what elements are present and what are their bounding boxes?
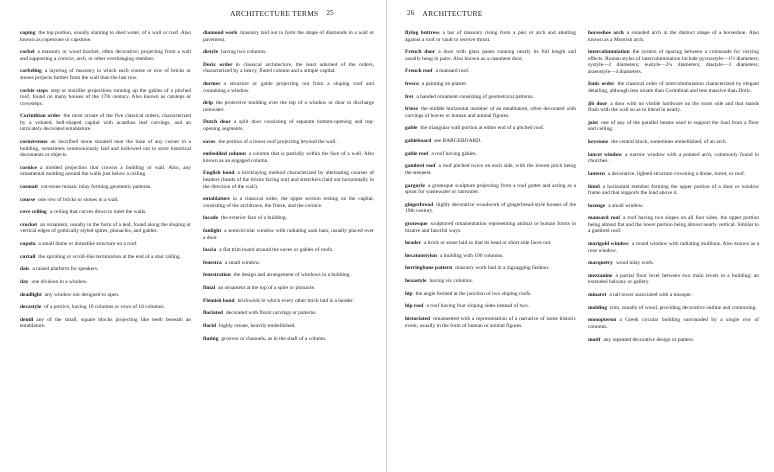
glossary-entry — [405, 265, 576, 272]
entry-term: eaves — [203, 138, 216, 145]
entry-definition: having six columns. — [429, 278, 474, 285]
entry-term: lozenge — [588, 202, 606, 209]
glossary-entry — [588, 81, 759, 94]
glossary-entry — [203, 119, 374, 132]
glossary-entry — [588, 337, 759, 344]
glossary-entry — [405, 68, 576, 75]
entry-term: gambrel roof — [405, 163, 436, 170]
entry-definition: cut-stone mosaic inlay forming geometric patterns. — [40, 183, 152, 190]
entry-term: Flemish bond — [203, 297, 235, 304]
entry-definition: a semicircular window with radiating sash bars, usually placed over a door. — [203, 227, 374, 241]
glossary-entry — [203, 139, 374, 146]
entry-definition: the spiraling or scroll-like termination at the end of a stair railing. — [38, 253, 181, 260]
entry-term: monopteron — [588, 317, 617, 324]
glossary-entry — [588, 152, 759, 165]
entry-term: gingerbread — [405, 201, 434, 208]
glossary-entry — [405, 94, 576, 101]
entry-term: corbie steps — [20, 87, 48, 94]
left-page-columns — [20, 30, 378, 348]
entry-definition: having two columns. — [221, 49, 267, 56]
entry-definition: brickwork in which every other brick laid is a header. — [237, 297, 354, 304]
entry-term: intercolumniation — [588, 49, 630, 56]
glossary-entry — [588, 49, 759, 75]
glossary-entry — [203, 272, 374, 279]
entry-definition: a grotesque sculpture projecting from a roof gutter and acting as a spout for wastewater or rainwater. — [405, 182, 576, 196]
running-head-title: ARCHITECTURE TERMS — [230, 8, 319, 18]
entry-term: fluting — [203, 335, 219, 342]
glossary-entry — [588, 317, 759, 330]
glossary-entry — [405, 81, 576, 88]
glossary-entry — [20, 317, 191, 330]
glossary-entry — [203, 336, 374, 343]
entry-definition: a bricklaying method characterized by alternating courses of headers (heads of the bricks facing out) and stretchers (laid out horizontally in the direction of the wall). — [203, 170, 374, 190]
glossary-entry — [588, 184, 759, 197]
glossary-entry — [20, 30, 191, 43]
entry-term: distyle — [203, 49, 219, 56]
entry-term: grotesque — [405, 220, 428, 227]
entry-definition: any of the small, square blocks projecting like teeth beneath an entablature. — [20, 316, 191, 330]
glossary-entry — [588, 171, 759, 178]
entry-definition: a split door consisting of separate bottom-opening and top-opening segments. — [203, 119, 374, 132]
glossary-entry — [588, 292, 759, 299]
entry-definition: a horizontal member forming the upper portion of a door or window frame and that supports the load above it. — [588, 183, 759, 197]
entry-term: dentil — [20, 316, 34, 323]
entry-definition: in a classical order, the upper section resting on the capital, consisting of the architrave, the frieze, and the cornice. — [203, 196, 374, 209]
entry-term: French door — [405, 49, 436, 56]
entry-term: floriated — [203, 310, 223, 317]
entry-definition: the middle horizontal member of an entablature, often decorated with carvings of leaves or human and animal figures. — [405, 106, 576, 119]
entry-term: marigold window — [588, 241, 629, 248]
entry-definition: the top portion, usually slanting to shed water, of a wall or roof. Also known as copestone or capstone. — [20, 30, 191, 43]
entry-definition: one division in a window. — [31, 278, 88, 285]
glossary-entry — [20, 304, 191, 311]
glossary-entry — [20, 279, 191, 286]
entry-definition: of a portico, having 10 columns or rows of 10 columns. — [44, 304, 165, 311]
entry-definition: the system of spacing between a colonnade for varying effects. Roman styles of intercolumniation include pycnostyle—1½ diameters; systyle—2 diameters; eustyle—2¼ diameters; diastyle—3 diameters; araeostyle—4 diameters. — [588, 49, 759, 75]
entry-term: day — [20, 278, 29, 285]
entry-definition: masonry work laid in a zigzagging fashion. — [455, 265, 550, 272]
entry-term: Doric order — [203, 61, 233, 68]
entry-term: coping — [20, 30, 36, 36]
entry-definition: in classical architecture, the least adorned of the orders, characterized by a heavy, fluted column and a simple capital. — [203, 61, 375, 75]
entry-term: fanlight — [203, 227, 222, 234]
glossary-entry — [203, 81, 374, 94]
entry-term: fret — [405, 93, 414, 100]
glossary-entry — [203, 260, 374, 267]
entry-term: minaret — [588, 292, 607, 299]
column — [405, 30, 576, 349]
glossary-entry — [20, 184, 191, 191]
glossary-entry — [20, 165, 191, 178]
entry-definition: the design and arrangement of windows in a building. — [233, 272, 351, 279]
glossary-entry — [405, 106, 576, 119]
entry-definition: ornamented with a representation of a narrative of some historic event, usually in the form of human or animal figures. — [405, 316, 576, 329]
entry-term: hip — [405, 290, 413, 297]
entry-definition: a round window with radiating mullions. Also known as a rose window. — [588, 241, 759, 254]
running-head-right — [405, 6, 766, 20]
running-head-left — [20, 6, 378, 20]
entry-definition: a small dome or domelike structure on a roof. — [38, 241, 138, 248]
entry-definition: a ceiling that curves down to meet the walls. — [49, 209, 147, 216]
entry-definition: a column that is partially within the face of a wall. Also known as an engaged column. — [203, 151, 374, 164]
entry-term: motif — [588, 336, 601, 343]
entry-term: hexastyle — [405, 278, 427, 285]
glossary-entry — [405, 183, 576, 196]
entry-definition: the angle formed at the junction of two sloping roofs. — [415, 290, 532, 297]
entry-term: historiated — [405, 316, 431, 322]
column — [203, 30, 374, 348]
glossary-entry — [203, 100, 374, 113]
glossary-entry — [588, 203, 759, 210]
glossary-entry — [588, 260, 759, 267]
glossary-entry — [20, 254, 191, 261]
entry-definition: a brick or stone laid so that its head or short side faces out. — [424, 240, 552, 247]
entry-term: decastyle — [20, 304, 42, 311]
entry-term: cornice — [20, 164, 37, 171]
entry-definition: a bar of masonry rising from a pier or arch and abutting against a roof or vault to receive thrust. — [405, 30, 576, 43]
entry-term: mezzanine — [588, 272, 613, 279]
glossary-entry — [405, 138, 576, 145]
entry-definition: sculptured ornamentation representing animal or human forms in bizarre and fanciful ways. — [405, 220, 576, 234]
right-page — [387, 0, 774, 472]
glossary-entry — [588, 120, 759, 133]
glossary-entry — [203, 323, 374, 330]
glossary-entry — [203, 170, 374, 190]
entry-definition: a rounded arch in the distinct shape of a horseshoe. Also known as a Moorish arch. — [588, 30, 759, 43]
glossary-entry — [405, 202, 576, 215]
entry-term: Corinthian order — [20, 113, 61, 120]
glossary-entry — [405, 151, 576, 158]
entry-term: dormer — [203, 81, 221, 88]
entry-definition: an ornament at the top of a spire or pinnacle. — [218, 285, 316, 292]
glossary-entry — [20, 68, 191, 81]
entry-definition: the portion of a lower roof projecting beyond the wall. — [218, 138, 337, 145]
entry-term: fenestration — [203, 272, 231, 279]
entry-definition: a building with 100 columns. — [440, 252, 504, 259]
entry-definition: a raised platform for speakers. — [32, 266, 99, 273]
glossary-entry — [203, 247, 374, 254]
entry-definition: a mansard roof. — [435, 68, 470, 75]
glossary-entry — [203, 215, 374, 222]
glossary-entry — [588, 241, 759, 254]
glossary-entry — [203, 285, 374, 292]
entry-term: French roof — [405, 68, 433, 75]
entry-definition: a tall tower associated with a mosque. — [609, 292, 692, 299]
entry-definition: the exterior face of a building. — [221, 215, 287, 222]
glossary-entry — [405, 316, 576, 329]
entry-definition: a roof having four sloping sides instead of two. — [426, 303, 530, 310]
entry-term: lancet window — [588, 151, 623, 158]
entry-term: header — [405, 240, 422, 247]
entry-definition: a structure or gable projecting out from a sloping roof and containing a window. — [203, 81, 374, 94]
column — [588, 30, 759, 349]
entry-term: herringbone pattern — [405, 265, 453, 272]
glossary-entry — [20, 113, 191, 133]
glossary-entry — [203, 151, 374, 164]
entry-definition: the classical order of intercolumniation characterized by elegant detailing, although less ornate than Corinthian and less massive than Doric. — [588, 81, 759, 95]
entry-definition: highly ornate, heavily embellished. — [219, 323, 296, 329]
glossary-entry — [405, 291, 576, 298]
entry-term: diamond work — [203, 30, 238, 36]
glossary-entry — [405, 221, 576, 234]
entry-definition: a masonry or wood bracket, often decorative, projecting from a wall and supporting a cornice, arch, or other overhanging member. — [20, 49, 191, 62]
entry-definition: one of any of the parallel beams used to support the load from a floor and ceiling. — [588, 119, 759, 133]
entry-term: Dutch door — [203, 119, 231, 126]
entry-term: entablature — [203, 196, 230, 203]
entry-term: fascia — [203, 247, 217, 254]
entry-definition: a narrow window with a pointed arch, commonly found in churches. — [588, 151, 759, 165]
glossary-entry — [405, 253, 576, 260]
entry-term: gable — [405, 125, 418, 132]
page-number: 26 — [407, 9, 415, 17]
glossary-entry — [203, 49, 374, 56]
entry-term: fresco — [405, 81, 419, 88]
entry-term: gable roof — [405, 150, 429, 157]
glossary-entry — [203, 310, 374, 317]
entry-definition: any repeated decorative design or pattern. — [603, 336, 695, 343]
entry-definition: a small window. — [224, 259, 261, 266]
entry-definition: a banded ornament consisting of geometrical patterns. — [416, 93, 534, 100]
entry-definition: an ornament, usually in the form of a leaf, found along the sloping or vertical edges of gothically styled spires, pinnacles, and gables. — [20, 221, 191, 235]
entry-term: horseshoe arch — [588, 30, 624, 36]
entry-term: hip roof — [405, 303, 424, 310]
entry-term: fenestra — [203, 259, 222, 266]
entry-definition: the triangular wall portion at either end of a pitched roof. — [420, 125, 545, 132]
entry-term: jib door — [588, 100, 608, 107]
entry-definition: a layering of masonry in which each course or row of bricks or stones projects further from the wall than the last row. — [20, 68, 191, 81]
entry-definition: any window not designed to open. — [44, 291, 120, 298]
entry-definition: a door with no visible hardware on the room side and that stands flush with the wall so as to blend in neatly. — [588, 100, 759, 114]
entry-term: drip — [203, 100, 213, 107]
entry-term: lintel — [588, 183, 600, 190]
glossary-entry — [405, 278, 576, 285]
right-page-columns — [405, 30, 766, 349]
glossary-entry — [588, 215, 759, 235]
entry-term: hecatonstylon — [405, 252, 438, 259]
entry-term: corbeling — [20, 68, 42, 75]
entry-term: gargoyle — [405, 182, 425, 189]
glossary-entry — [20, 241, 191, 248]
glossary-entry — [588, 273, 759, 286]
glossary-entry — [203, 228, 374, 241]
entry-term: course — [20, 196, 36, 203]
entry-term: cornerstone — [20, 139, 48, 146]
entry-term: Ionic order — [588, 81, 615, 88]
entry-term: cove ceiling — [20, 209, 47, 216]
entry-definition: the central block, sometimes embellished, of an arch. — [611, 139, 727, 146]
entry-term: gableboard — [405, 138, 432, 145]
entry-definition: an inscribed stone situated near the base of any corner in a building, sometimes ceremoniously laid and hollowed out to store historical documents or objects. — [20, 139, 191, 159]
glossary-entry — [20, 88, 191, 108]
entry-definition: a roof having gables. — [431, 150, 477, 157]
entry-definition: a painting on plaster. — [421, 81, 468, 88]
entry-term: frieze — [405, 106, 418, 113]
glossary-entry — [203, 62, 374, 75]
glossary-entry — [588, 305, 759, 312]
entry-definition: a molded projection that crowns a building or wall. Also, any ornamental molding around the walls just below a ceiling. — [20, 164, 191, 178]
glossary-entry — [405, 125, 576, 132]
entry-definition: a decorative, lighted structure crowning a dome, turret, or roof. — [607, 170, 746, 177]
glossary-entry — [20, 292, 191, 299]
entry-term: English bond — [203, 170, 235, 177]
entry-term: embedded column — [203, 151, 246, 158]
entry-definition: the most ornate of the five classical orders, characterized by a voluted, bell-shaped capital with acanthus leaf carvings, and an intricately decorated entablature. — [20, 113, 191, 133]
entry-definition: trim, usually of wood, providing decorative outline and contouring. — [610, 304, 757, 311]
glossary-entry — [20, 266, 191, 273]
glossary-entry — [20, 222, 191, 235]
entry-definition: a roof pitched twice on each side, with the lowest pitch being the steepest. — [405, 163, 576, 176]
entry-definition: a flat trim board around the eaves or gables of roofs. — [219, 247, 334, 254]
glossary-entry — [588, 139, 759, 146]
entry-term: corbel — [20, 49, 35, 56]
entry-definition: wood inlay work. — [615, 260, 655, 267]
entry-definition: highly decorative woodwork of gingerbread-style houses of the 19th century. — [405, 201, 576, 215]
glossary-entry — [203, 298, 374, 305]
entry-term: crocket — [20, 221, 38, 228]
glossary-entry — [588, 30, 759, 43]
entry-definition: a small window. — [608, 202, 644, 209]
entry-definition: a Greek circular building surrounded by a single row of columns. — [588, 317, 759, 330]
glossary-entry — [20, 139, 191, 159]
entry-term: molding — [588, 304, 608, 311]
entry-definition: a partial floor level between two main levels in a building; an extended balcony or gallery. — [588, 272, 759, 286]
entry-definition: a roof having two slopes on all four sides, the upper portion being almost flat and the lower portion being almost nearly vertical. Similar to a gambrel roof. — [588, 215, 760, 235]
glossary-entry — [405, 49, 576, 62]
glossary-entry — [203, 30, 374, 43]
entry-term: marquetry — [588, 260, 613, 267]
glossary-entry — [588, 101, 759, 114]
entry-term: lantern — [588, 170, 605, 177]
entry-term: cupola — [20, 241, 36, 248]
running-head-title: ARCHITECTURE — [422, 8, 483, 18]
glossary-entry — [20, 209, 191, 216]
glossary-entry — [203, 196, 374, 209]
entry-term: finial — [203, 285, 216, 292]
entry-term: florid — [203, 323, 216, 329]
entry-definition: a door with glass panes running nearly its full length and usually hung in pairs. Also known as a casement door. — [405, 49, 577, 62]
entry-definition: one row of bricks or stones in a wall. — [38, 196, 119, 203]
glossary-entry — [20, 197, 191, 204]
glossary-entry — [405, 240, 576, 247]
entry-term: keystone — [588, 139, 609, 146]
glossary-entry — [405, 30, 576, 43]
entry-definition: decorated with floral carvings or patterns. — [225, 310, 317, 317]
entry-definition: grooves or channels, as in the shaft of a column. — [221, 335, 327, 342]
entry-definition: see BARGEBOARD. — [434, 138, 482, 145]
entry-definition: step or stairlike projections running up the gables of a pitched roof, found on many houses of the 17th century. Also known as catsteps or crowsteps. — [20, 87, 191, 107]
entry-term: flying buttress — [405, 30, 440, 36]
entry-term: facade — [203, 215, 219, 222]
entry-term: joist — [588, 119, 598, 126]
entry-definition: masonry laid out to form the shape of diamonds in a wall or pavement. — [203, 30, 375, 43]
glossary-entry — [20, 49, 191, 62]
column — [20, 30, 191, 348]
glossary-entry — [405, 303, 576, 310]
entry-definition: the protective molding over the top of a window or door to discharge rainwater. — [203, 100, 374, 113]
glossary-entry — [405, 163, 576, 176]
entry-term: deadlight — [20, 291, 42, 298]
entry-term: mansard roof — [588, 215, 621, 222]
entry-term: curtail — [20, 253, 36, 260]
page-number: 25 — [326, 9, 334, 17]
entry-term: cosmati — [20, 183, 38, 190]
entry-term: dais — [20, 266, 30, 273]
